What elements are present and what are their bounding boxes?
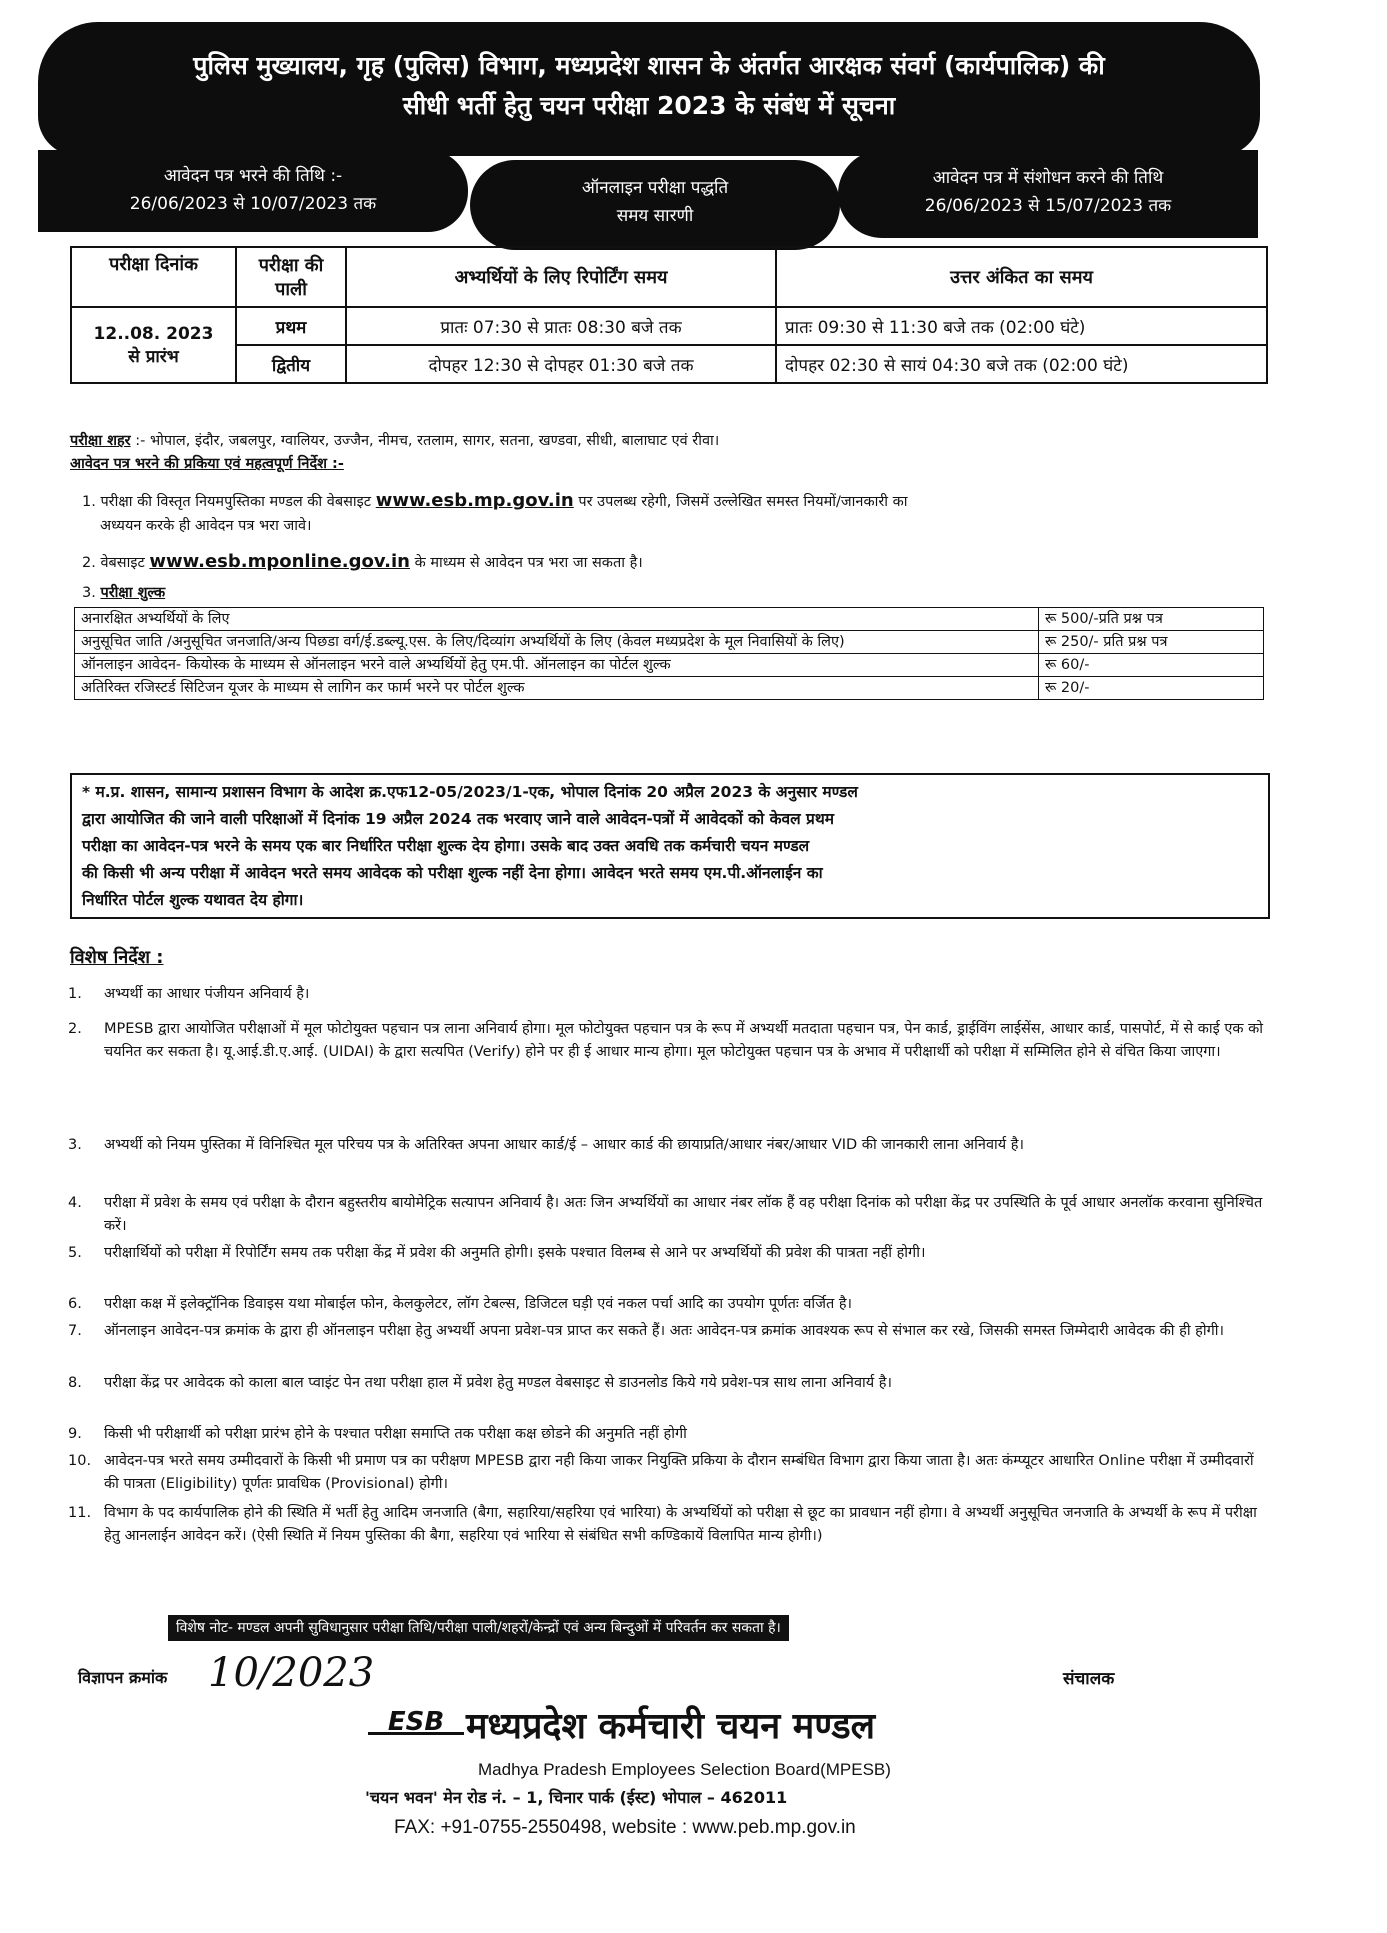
exam-cities-list: :- भोपाल, इंदौर, जबलपुर, ग्वालियर, उज्जैन, नीमच, रतलाम, सागर, सतना, खण्डवा, सीधी, बालाघाट एवं रीवा। [135, 433, 720, 449]
schedule-reporting-time: प्रातः 07:30 से प्रातः 08:30 बजे तक [346, 307, 776, 345]
exam-mode-sub: समय सारणी [616, 206, 694, 226]
header-title-line2: सीधी भर्ती हेतु चयन परीक्षा 2023 के संबंध में सूचना [402, 91, 896, 120]
fee-row [75, 631, 1264, 654]
instruction-text: अभ्यर्थी का आधार पंजीयन अनिवार्य है। [104, 986, 310, 1002]
instruction-item [68, 983, 1273, 1006]
instruction-number: 8. [68, 1375, 82, 1391]
fee-amount: रू 500/-प्रति प्रश्न पत्र [1039, 608, 1264, 631]
org-address: 'चयन भवन' मेन रोड नं. – 1, चिनार पार्क (ईस्ट) भोपाल – 462011 [365, 1788, 788, 1807]
instruction-item [68, 1502, 1273, 1548]
instruction-item [68, 1423, 1273, 1446]
schedule-date-cell [71, 307, 236, 383]
process-heading [70, 453, 1270, 475]
schedule-answer-time: दोपहर 02:30 से सायं 04:30 बजे तक (02:00 घंटे) [776, 345, 1267, 383]
instruction-number: 4. [68, 1195, 82, 1211]
notice-line: * म.प्र. शासन, सामान्य प्रशासन विभाग के आदेश क्र.एफ12-05/2023/1-एक, भोपाल दिनांक 20 अप्रैल 2023 के अनुसार मण्डल [82, 783, 858, 801]
instruction-text: अभ्यर्थी को नियम पुस्तिका में विनिश्चित मूल परिचय पत्र के अतिरिक्त अपना आधार कार्ड/ई – आधार कार्ड की छायाप्रति/आधार नंबर/आधार VID की जानकारी लाना अनिवार्य है। [104, 1137, 1024, 1153]
process-item-2-pre: 2. वेबसाइट [82, 555, 145, 571]
process-item-1-line2: अध्ययन करके ही आवेदन पत्र भरा जावे। [100, 518, 312, 534]
instruction-text: ऑनलाइन आवेदन-पत्र क्रमांक के द्वारा ही ऑनलाइन परीक्षा हेतु अभ्यर्थी अपना प्रवेश-पत्र प्राप्त कर सकते हैं। अतः आवेदन-पत्र क्रमांक आवश्यक रूप से संभाल कर रखे, जिसकी समस्त जिम्मेदारी आवेदक की ही होगी। [104, 1323, 1225, 1339]
instruction-number: 1. [68, 986, 82, 1002]
fee-notice-box [70, 773, 1270, 919]
instruction-item [68, 1018, 1273, 1064]
process-item-2-post: के माध्यम से आवेदन पत्र भरा जा सकता है। [414, 555, 643, 571]
instruction-item [68, 1293, 1273, 1316]
instruction-text: परीक्षा कक्ष में इलेक्ट्रॉनिक डिवाइस यथा मोबाईल फोन, केलकुलेटर, लॉग टेबल्स, डिजिटल घड़ी एवं नकल पर्चा आदि का उपयोग पूर्णतः वर्जित है। [104, 1296, 853, 1312]
esb-logo [368, 1708, 464, 1738]
fee-row [75, 608, 1264, 631]
notice-line: निर्धारित पोर्टल शुल्क यथावत देय होगा। [82, 891, 304, 909]
fee-description: अनारक्षित अभ्यर्थियों के लिए [75, 608, 1039, 631]
fee-row [75, 654, 1264, 677]
correction-date-label: आवेदन पत्र में संशोधन करने की तिथि [932, 168, 1164, 188]
instruction-number: 10. [68, 1453, 92, 1469]
instruction-text: परीक्षार्थियों को परीक्षा में रिपोर्टिंग समय तक परीक्षा केंद्र में प्रवेश की अनुमति होगी। इसके पश्चात विलम्ब से आने पर अभ्यर्थियों की प्रवेश की पात्रता नहीं होगी। [104, 1245, 926, 1261]
apply-date-label: आवेदन पत्र भरने की तिथि :- [163, 166, 343, 186]
instruction-text: किसी भी परीक्षार्थी को परीक्षा प्रारंभ होने के पश्चात परीक्षा समाप्ति तक परीक्षा कक्ष छोडने की अनुमति नहीं होगी [104, 1426, 687, 1442]
schedule-header-reporting: अभ्यर्थियों के लिए रिपोर्टिंग समय [346, 247, 776, 307]
schedule-date-line1: 12..08. 2023 [93, 323, 214, 344]
schedule-header-shift: परीक्षा की पाली [236, 247, 346, 307]
instruction-item [68, 1372, 1273, 1395]
fee-amount: रू 20/- [1039, 677, 1264, 700]
process-item-2 [82, 551, 1282, 574]
instruction-number: 6. [68, 1296, 82, 1312]
notice-line: परीक्षा का आवेदन-पत्र भरने के समय एक बार निर्धारित परीक्षा शुल्क देय होगा। उसके बाद उक्त अवधि तक कर्मचारी चयन मण्डल [82, 837, 810, 855]
esb-logo-text: ESB [387, 1708, 445, 1737]
special-note-bar: विशेष नोट- मण्डल अपनी सुविधानुसार परीक्षा तिथि/परीक्षा पाली/शहरों/केन्द्रों एवं अन्य बिन्दुओं में परिवर्तन कर सकता है। [168, 1615, 789, 1641]
fee-row [75, 677, 1264, 700]
process-item-1 [82, 490, 1282, 513]
signatory-title: संचालक [1063, 1669, 1115, 1689]
schedule-row [71, 345, 1267, 383]
esb-website-link[interactable]: www.esb.mp.gov.in [375, 490, 574, 511]
instruction-number: 5. [68, 1245, 82, 1261]
instruction-number: 2. [68, 1021, 82, 1037]
mponline-website-link[interactable]: www.esb.mponline.gov.in [149, 551, 410, 572]
correction-date-range: 26/06/2023 से 15/07/2023 तक [924, 196, 1172, 216]
instruction-text: आवेदन-पत्र भरते समय उम्मीदवारों के किसी भी प्रमाण पत्र का परीक्षण MPESB द्वारा नही किया जाकर नियुक्ति प्रकिया के दौरान सम्बंधित विभाग द्वारा किया जाता है। अतः कंम्प्यूटर आधारित Online परीक्षा में उम्मीदवारों की पात्रता (Eligibility) पूर्णतः प्रावधिक (Provisional) होगी। [104, 1453, 1254, 1492]
fee-amount: रू 250/- प्रति प्रश्न पत्र [1039, 631, 1264, 654]
instruction-item [68, 1242, 1273, 1265]
special-instructions-heading: विशेष निर्देश : [70, 947, 164, 968]
schedule-header-row [71, 247, 1267, 307]
fee-description: अनुसूचित जाति /अनुसूचित जनजाति/अन्य पिछडा वर्ग/ई.डब्ल्यू.एस. के लिए/दिव्यांग अभ्यर्थियों के लिए (केवल मध्यप्रदेश के मूल निवासियों के लिए) [75, 631, 1039, 654]
exam-mode-pill [470, 160, 840, 250]
instruction-item [68, 1450, 1273, 1496]
fee-description: अतिरिक्त रजिस्टर्ड सिटिजन यूजर के माध्यम से लागिन कर फार्म भरने पर पोर्टल शुल्क [75, 677, 1039, 700]
process-item-3 [82, 582, 1282, 604]
schedule-reporting-time: दोपहर 12:30 से दोपहर 01:30 बजे तक [346, 345, 776, 383]
instruction-item [68, 1192, 1273, 1238]
schedule-date-line2: से प्रारंभ [128, 346, 179, 367]
org-contact: FAX: +91-0755-2550498, website : www.peb.mp.gov.in [394, 1817, 856, 1838]
exam-cities-label: परीक्षा शहर [70, 433, 131, 449]
instruction-number: 3. [68, 1137, 82, 1153]
instruction-number: 7. [68, 1323, 82, 1339]
schedule-shift: द्वितीय [236, 345, 346, 383]
instruction-number: 11. [68, 1505, 92, 1521]
process-heading-text: आवेदन पत्र भरने की प्रकिया एवं महत्वपूर्ण निर्देश :- [70, 456, 344, 472]
schedule-row [71, 307, 1267, 345]
instruction-text: परीक्षा में प्रवेश के समय एवं परीक्षा के दौरान बहुस्तरीय बायोमेट्रिक सत्यापन अनिवार्य है। अतः जिन अभ्यर्थियों का आधार नंबर लॉक हैं वह परीक्षा दिनांक को परीक्षा केंद्र पर उपस्थिति के पूर्व आधार अनलॉक करवाना सुनिश्चित करें। [104, 1195, 1263, 1234]
process-item-1-pre: 1. परीक्षा की विस्तृत नियमपुस्तिका मण्डल की वेबसाइट [82, 494, 372, 510]
instruction-text: MPESB द्वारा आयोजित परीक्षाओं में मूल फोटोयुक्त पहचान पत्र लाना अनिवार्य होगा। मूल फोटोयुक्त पहचान पत्र के रूप में अभ्यर्थी मतदाता पहचान पत्र, पेन कार्ड, ड्राईविंग लाईसेंस, आधार कार्ड, पासपोर्ट, में से काई एक को चयनित कर सकता है। यू.आई.डी.ए.आई. (UIDAI) के द्वारा सत्यपित (Verify) होने पर ही ई आधार मान्य होगा। मूल फोटोयुक्त पहचान पत्र के अभाव में परीक्षार्थी को परीक्षा में सम्मिलित होने से वंचित किया जाएगा। [104, 1021, 1264, 1060]
org-name-hindi: मध्यप्रदेश कर्मचारी चयन मण्डल [466, 1706, 876, 1747]
fee-table [74, 607, 1264, 700]
instruction-item [68, 1320, 1273, 1343]
process-item-3-label: परीक्षा शुल्क [100, 585, 166, 601]
instruction-item [68, 1134, 1273, 1157]
exam-schedule-table [70, 246, 1268, 384]
org-name-english: Madhya Pradesh Employees Selection Board(MPESB) [478, 1760, 891, 1779]
instruction-text: विभाग के पद कार्यपालिक होने की स्थिति में भर्ती हेतु आदिम जनजाति (बैगा, सहारिया/सहरिया एवं भारिया) के अभ्यर्थियों को परीक्षा से छूट का प्रावधान नहीं होगा। वे अभ्यर्थी अनुसूचित जनजाति के अभ्यर्थी के रूप में परीक्षा हेतु आनलाईन आवेदन करें। (ऐसी स्थिति में नियम पुस्तिका की बैगा, सहरिया एवं भारिया से संबंधित सभी कण्डिकायें विलापित मान्य होगी।) [104, 1505, 1257, 1544]
schedule-answer-time: प्रातः 09:30 से 11:30 बजे तक (02:00 घंटे) [776, 307, 1267, 345]
notice-line: द्वारा आयोजित की जाने वाली परिक्षाओं में दिनांक 19 अप्रैल 2024 तक भरवाए जाने वाले आवेदन-पत्रों में आवेदकों को केवल प्रथम [82, 810, 834, 828]
advertisement-number: 10/2023 [208, 1650, 375, 1696]
notice-line: की किसी भी अन्य परीक्षा में आवेदन भरते समय आवेदक को परीक्षा शुल्क नहीं देना होगा। आवेदन भरते समय एम.पी.ऑनलाईन का [82, 864, 823, 882]
schedule-header-answer: उत्तर अंकित का समय [776, 247, 1267, 307]
schedule-shift: प्रथम [236, 307, 346, 345]
apply-date-pill [38, 150, 468, 232]
instruction-text: परीक्षा केंद्र पर आवेदक को काला बाल प्वाइंट पेन तथा परीक्षा हाल में प्रवेश हेतु मण्डल वेबसाइट से डाउनलोड किये गये प्रवेश-पत्र साथ लाना अनिवार्य है। [104, 1375, 893, 1391]
schedule-header-date: परीक्षा दिनांक [71, 247, 236, 307]
exam-mode-label: ऑनलाइन परीक्षा पद्धति [581, 178, 729, 198]
header-title-line1: पुलिस मुख्यालय, गृह (पुलिस) विभाग, मध्यप्रदेश शासन के अंतर्गत आरक्षक संवर्ग (कार्यपालिक) की [193, 51, 1105, 80]
instruction-number: 9. [68, 1426, 82, 1442]
process-item-3-num: 3. [82, 585, 96, 601]
correction-date-pill [838, 150, 1258, 238]
fee-description: ऑनलाइन आवेदन- कियोस्क के माध्यम से ऑनलाइन भरने वाले अभ्यर्थियों हेतु एम.पी. ऑनलाइन का पोर्टल शुल्क [75, 654, 1039, 677]
exam-cities [70, 430, 1270, 452]
advertisement-label: विज्ञापन क्रमांक [78, 1668, 168, 1687]
header-banner [38, 22, 1260, 156]
fee-amount: रू 60/- [1039, 654, 1264, 677]
process-item-1-post: पर उपलब्ध रहेगी, जिसमें उल्लेखित समस्त नियमों/जानकारी का [578, 494, 908, 510]
apply-date-range: 26/06/2023 से 10/07/2023 तक [129, 194, 377, 214]
